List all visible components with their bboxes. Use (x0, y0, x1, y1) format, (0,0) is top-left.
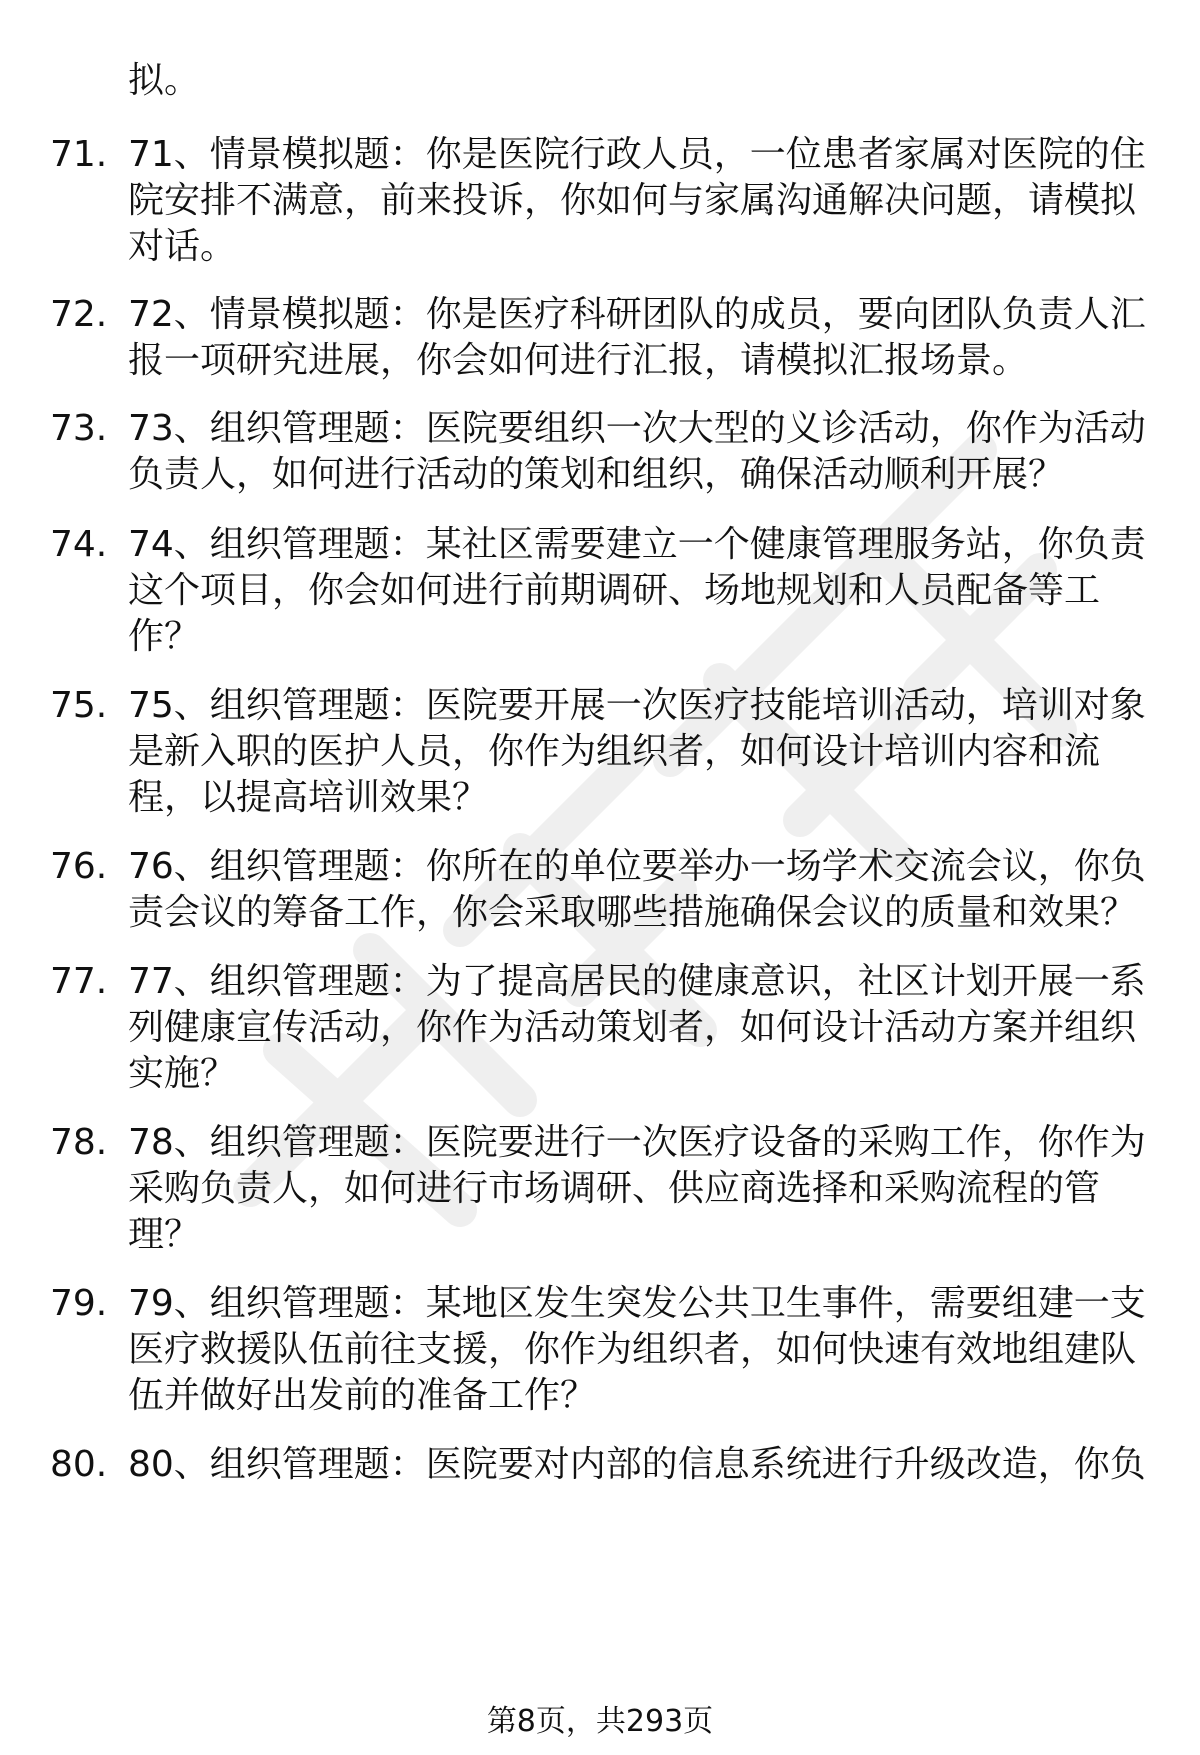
question-item (0, 1442, 1200, 1488)
question-text-line: 列健康宣传活动，你作为活动策划者，如何设计活动方案并组织 (128, 1007, 1137, 1048)
question-text-line: 理？ (128, 1214, 201, 1255)
question-text-line: 71、情景模拟题：你是医院行政人员，一位患者家属对医院的住 (128, 134, 1146, 175)
question-item (0, 1281, 1200, 1419)
page-footer: 第8页，共293页 (486, 1704, 714, 1739)
question-number: 77. (50, 961, 108, 1002)
question-text-line: 73、组织管理题：医院要组织一次大型的义诊活动，你作为活动 (128, 408, 1146, 449)
question-number: 74. (50, 524, 108, 565)
question-item (0, 959, 1200, 1097)
question-text-line: 74、组织管理题：某社区需要建立一个健康管理服务站，你负责 (128, 524, 1146, 565)
question-text-line: 伍并做好出发前的准备工作？ (128, 1375, 597, 1416)
question-text-line: 75、组织管理题：医院要开展一次医疗技能培训活动，培训对象 (128, 685, 1146, 726)
question-number: 73. (50, 408, 108, 449)
question-text-line: 是新入职的医护人员，你作为组织者，如何设计培训内容和流 (128, 731, 1101, 772)
question-text-line: 对话。 (128, 226, 237, 267)
question-text-line: 79、组织管理题：某地区发生突发公共卫生事件，需要组建一支 (128, 1283, 1146, 1324)
question-number: 72. (50, 294, 108, 335)
question-number: 71. (50, 134, 108, 175)
question-item (0, 406, 1200, 498)
question-number: 76. (50, 846, 108, 887)
question-text-line: 72、情景模拟题：你是医疗科研团队的成员，要向团队负责人汇 (128, 294, 1146, 335)
question-text-line: 作？ (128, 616, 201, 657)
question-number: 78. (50, 1122, 108, 1163)
question-item (0, 844, 1200, 936)
question-number: 80. (50, 1444, 108, 1485)
question-text-line: 80、组织管理题：医院要对内部的信息系统进行升级改造，你负 (128, 1444, 1146, 1485)
question-item (0, 522, 1200, 660)
question-number: 79. (50, 1283, 108, 1324)
continuation-text: 拟。 (128, 60, 201, 101)
question-text-line: 程，以提高培训效果？ (128, 777, 489, 818)
question-text-line: 77、组织管理题：为了提高居民的健康意识，社区计划开展一系 (128, 961, 1146, 1002)
question-text-line: 76、组织管理题：你所在的单位要举办一场学术交流会议，你负 (128, 846, 1146, 887)
question-text-line: 负责人，如何进行活动的策划和组织，确保活动顺利开展？ (128, 454, 1065, 495)
question-text-line: 院安排不满意，前来投诉，你如何与家属沟通解决问题，请模拟 (128, 180, 1137, 221)
question-number: 75. (50, 685, 108, 726)
question-text-line: 实施？ (128, 1053, 237, 1094)
question-item (0, 683, 1200, 821)
question-text-line: 采购负责人，如何进行市场调研、供应商选择和采购流程的管 (128, 1168, 1101, 1209)
question-text-line: 报一项研究进展，你会如何进行汇报，请模拟汇报场景。 (128, 340, 1029, 381)
question-item (0, 132, 1200, 270)
question-item (0, 292, 1200, 384)
question-item (0, 1120, 1200, 1258)
question-text-line: 78、组织管理题：医院要进行一次医疗设备的采购工作，你作为 (128, 1122, 1146, 1163)
question-text-line: 这个项目，你会如何进行前期调研、场地规划和人员配备等工 (128, 570, 1101, 611)
question-text-line: 责会议的筹备工作，你会采取哪些措施确保会议的质量和效果？ (128, 892, 1137, 933)
question-text-line: 医疗救援队伍前往支援，你作为组织者，如何快速有效地组建队 (128, 1329, 1137, 1370)
